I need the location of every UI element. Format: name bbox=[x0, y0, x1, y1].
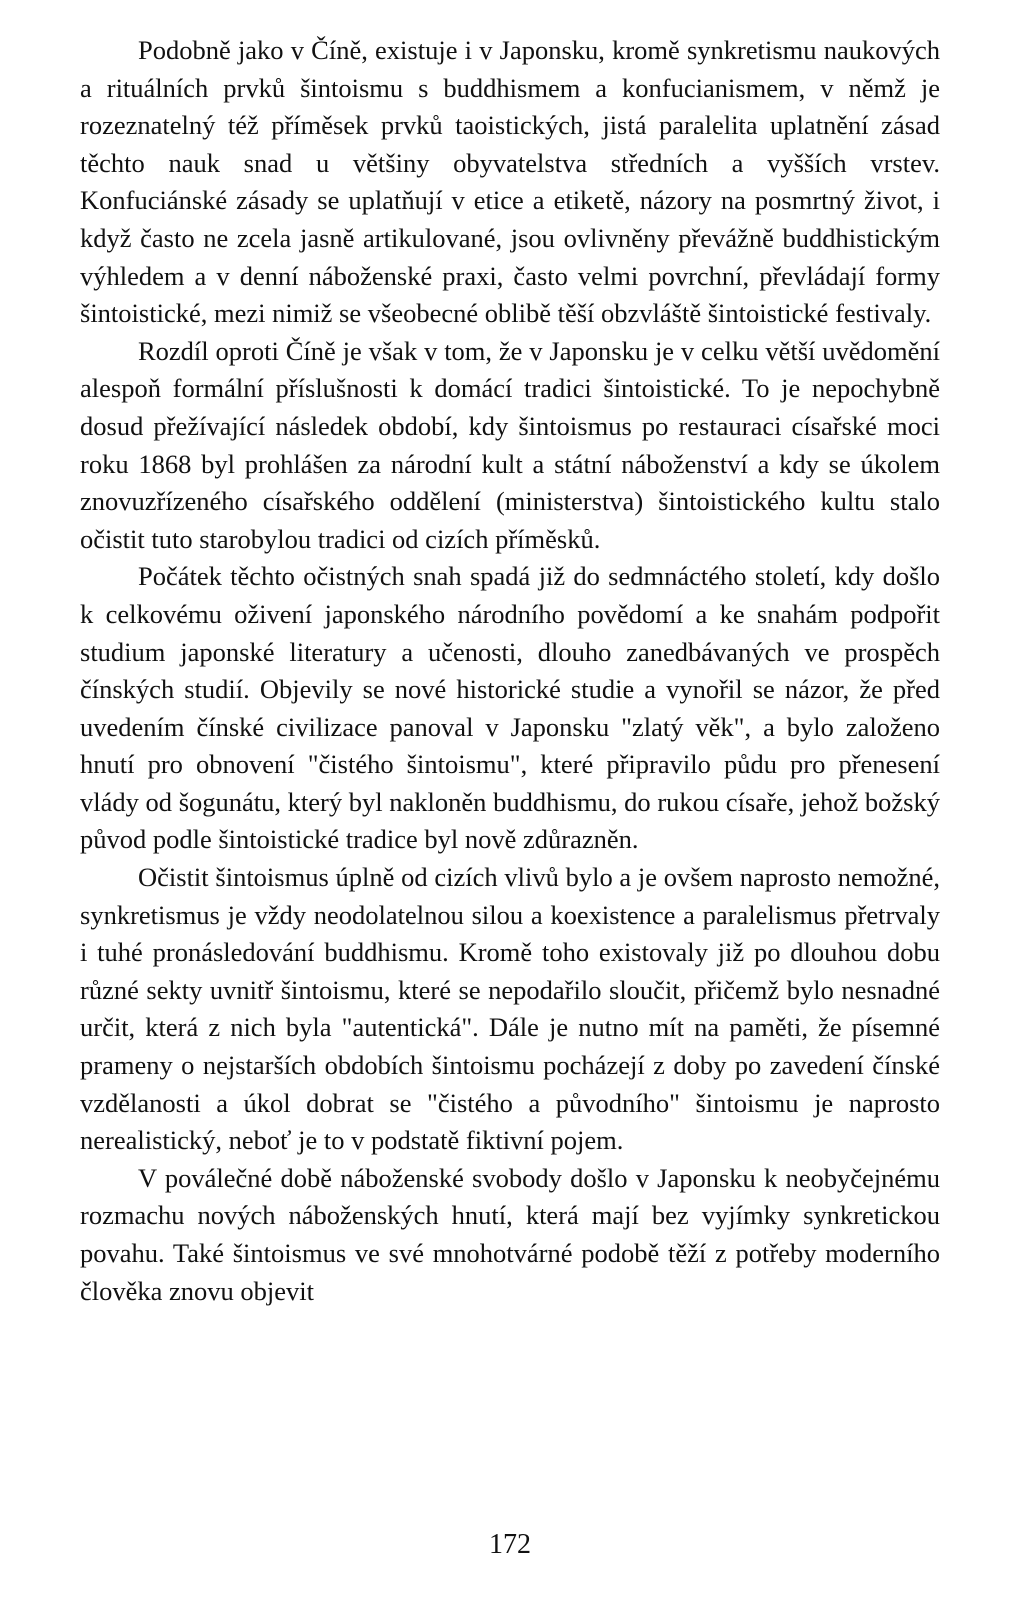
paragraph-1: Podobně jako v Číně, existuje i v Japonsku, kromě synkretismu naukových a rituálních prvků šintoismu s buddhismem a konfucianismem, v němž je rozeznatelný též příměsek prvků taoistických, jistá paralelita uplatnění zásad těchto nauk snad u většiny obyvatelstva středních a vyšších vrstev. Konfuciánské zásady se uplatňují v etice a etiketě, názory na posmrtný život, i když často ne zcela jasně artikulované, jsou ovlivněny převážně buddhistickým výhledem a v denní náboženské praxi, často velmi povrchní, převládají formy šintoistické, mezi nimiž se všeobecné oblibě těší obzvláště šintoistické festivaly. bbox=[80, 35, 940, 329]
paragraph-5: V poválečné době náboženské svobody došlo v Japonsku k neobyčejnému rozmachu nových náboženských hnutí, která mají bez vyjímky synkretickou povahu. Také šintoismus ve své mnohotvárné podobě těží z potřeby moderního člověka znovu objevit bbox=[80, 1162, 940, 1306]
page-number: 172 bbox=[489, 1529, 531, 1560]
book-page bbox=[80, 32, 940, 1572]
paragraph-3: Počátek těchto očistných snah spadá již do sedmnáctého století, kdy došlo k celkovému oživení japonského národního povědomí a ke snahám podpořit studium japonské literatury a učenosti, dlouho zanedbávaných ve prospěch čínských studií. Objevily se nové historické studie a vynořil se názor, že před uvedením čínské civilizace panoval v Japonsku "zlatý věk", a bylo založeno hnutí pro obnovení "čistého šintoismu", které připravilo půdu pro přenesení vlády od šogunátu, který byl nakloněn buddhismu, do rukou císaře, jehož božský původ podle šintoistické tradice byl nově zdůrazněn. bbox=[80, 561, 940, 855]
paragraph-2: Rozdíl oproti Číně je však v tom, že v Japonsku je v celku větší uvědomění alespoň formální příslušnosti k domácí tradici šintoistické. To je nepochybně dosud přežívající následek období, kdy šintoismus po restauraci císařské moci roku 1868 byl prohlášen za národní kult a státní náboženství a kdy se úkolem znovuzřízeného císařského oddělení (ministerstva) šintoistického kultu stalo očistit tuto starobylou tradici od cizích příměsků. bbox=[80, 335, 940, 554]
paragraph-4: Očistit šintoismus úplně od cizích vlivů bylo a je ovšem naprosto nemožné, synkretismus je vždy neodolatelnou silou a koexistence a paralelismus přetrvaly i tuhé pronásledování buddhismu. Kromě toho existovaly již po dlouhou dobu různé sekty uvnitř šintoismu, které se nepodařilo sloučit, přičemž bylo nesnadné určit, která z nich byla "autentická". Dále je nutno mít na paměti, že písemné prameny o nejstarších obdobích šintoismu pocházejí z doby po zavedení čínské vzdělanosti a úkol dobrat se "čistého a původního" šintoismu je naprosto nerealistický, neboť je to v podstatě fiktivní pojem. bbox=[80, 862, 940, 1156]
